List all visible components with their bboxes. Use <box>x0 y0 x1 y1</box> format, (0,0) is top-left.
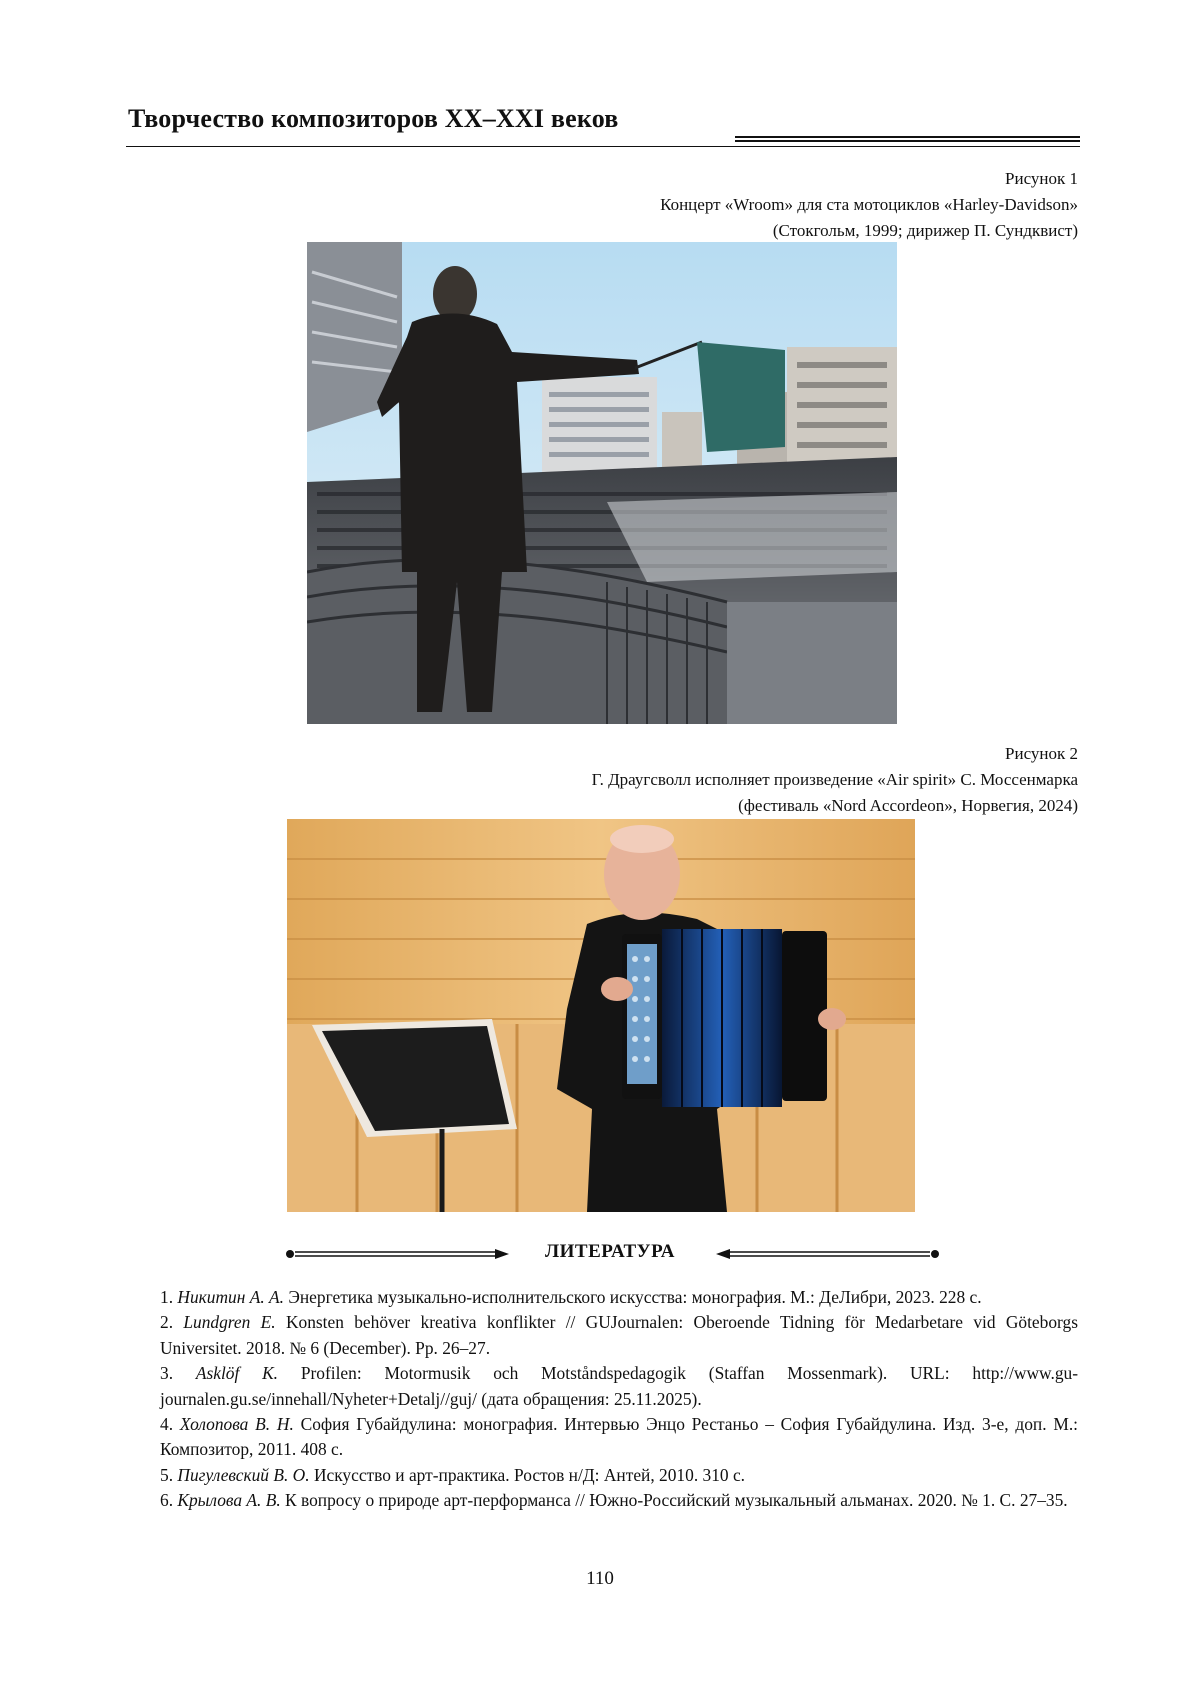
reference-item <box>160 1463 1078 1488</box>
reference-text: Konsten behöver kreativa konflikter // GUJournalen: Oberoende Tidning för Medarbetare vid Göteborgs Universitet. 2018. № 6 (December). Pp. 26–27. <box>160 1312 1078 1358</box>
ornament-left-icon <box>285 1247 510 1261</box>
reference-number: 5. <box>160 1464 174 1485</box>
reference-number: 6. <box>160 1490 174 1511</box>
figure-2-caption <box>592 741 1078 819</box>
reference-number: 4. <box>160 1414 174 1435</box>
page-number: 110 <box>586 1568 614 1589</box>
reference-number: 3. <box>160 1363 174 1384</box>
literature-heading <box>0 1241 1200 1267</box>
header-rule-block <box>735 136 1080 146</box>
figure-2-photo <box>287 819 915 1212</box>
reference-author: Asklöf K. <box>195 1363 279 1384</box>
ornament-right-icon <box>715 1247 940 1261</box>
reference-item <box>160 1412 1078 1463</box>
reference-text: Искусство и арт-практика. Ростов н/Д: Антей, 2010. 310 с. <box>313 1464 746 1485</box>
figure-1-caption-line1: Концерт «Wroom» для ста мотоциклов «Harley-Davidson» <box>660 195 1078 214</box>
reference-number: 2. <box>160 1312 174 1333</box>
reference-author: Холопова В. Н. <box>179 1414 294 1435</box>
reference-author: Пигулевский В. О. <box>177 1464 310 1485</box>
reference-number: 1. <box>160 1287 174 1307</box>
reference-author: Крылова А. В. <box>177 1490 281 1511</box>
reference-list <box>160 1285 1078 1514</box>
figure-2-number: Рисунок 2 <box>1005 744 1078 763</box>
figure-2-caption-line2: (фестиваль «Nord Accordeon», Норвегия, 2024) <box>738 796 1078 815</box>
figure-1-caption <box>660 166 1078 244</box>
reference-author: Никитин А. А. <box>177 1287 285 1307</box>
running-title: Творчество композиторов XX–XXI веков <box>128 104 619 133</box>
figure-2-caption-line1: Г. Драугсволл исполняет произведение «Air spirit» С. Моссенмарка <box>591 770 1078 789</box>
reference-text: Энергетика музыкально-исполнительского искусства: монография. М.: ДеЛибри, 2023. 228 с. <box>288 1287 982 1307</box>
reference-text: София Губайдулина: монография. Интервью Энцо Рестаньо – София Губайдулина. Изд. 3-е, доп. М.: Композитор, 2011. 408 с. <box>160 1414 1078 1460</box>
figure-1-photo <box>307 242 897 724</box>
reference-item <box>160 1488 1078 1513</box>
reference-author: Lundgren E. <box>183 1312 276 1333</box>
figure-1-number: Рисунок 1 <box>1005 169 1078 188</box>
reference-item <box>160 1361 1078 1412</box>
reference-text: К вопросу о природе арт-перформанса // Южно-Российский музыкальный альманах. 2020. № 1. С. 27–35. <box>285 1490 1068 1511</box>
reference-text: Profilen: Motormusik och Motståndspedagogik (Staffan Mossenmark). URL: http://www.gu-journalen.gu.se/innehall/Nyheter+Detalj//guj/ (дата обращения: 25.11.2025). <box>160 1363 1079 1409</box>
literature-title: ЛИТЕРАТУРА <box>544 1241 676 1262</box>
reference-item <box>160 1310 1078 1361</box>
figure-1-caption-line2: (Стокгольм, 1999; дирижер П. Сундквист) <box>772 221 1078 240</box>
header-rule <box>126 146 1080 147</box>
reference-item <box>160 1285 1078 1310</box>
